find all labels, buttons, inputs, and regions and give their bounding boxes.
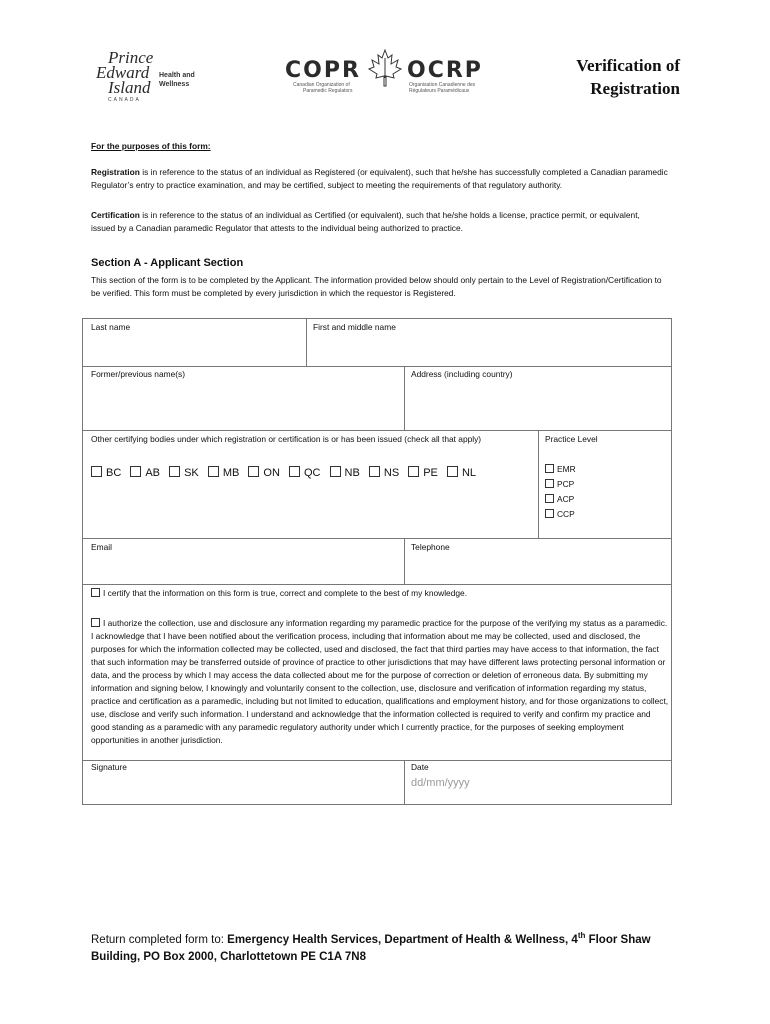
province-option[interactable]: MB [208,467,240,479]
other-bodies-label: Other certifying bodies under which registration or certification is or has been issued (check all that apply) [91,434,482,444]
return-line2: Building, PO Box 2000, Charlottetown PE C1A 7N8 [91,950,366,963]
copr-en: COPR [285,58,361,83]
checkbox[interactable] [169,466,180,477]
email-label: Email [91,542,112,552]
pei-logo-line: Edward [96,63,150,82]
province-option[interactable]: AB [130,467,160,479]
certification-term: Certification [91,210,140,220]
checkbox[interactable] [408,466,419,477]
title-line: Verification of [576,56,680,75]
province-option[interactable]: NL [447,467,476,479]
signature-label: Signature [91,762,127,772]
certify-text: I certify that the information on this form is true, correct and complete to the best of my knowledge. [103,588,468,598]
level-option[interactable]: PCP [545,477,576,492]
pei-department-line: Wellness [159,81,190,88]
copr-logo [285,58,483,94]
level-option[interactable]: ACP [545,492,576,507]
return-line1: Emergency Health Services, Department of Health & Wellness, 4 [227,933,578,946]
pei-department-line: Health and [159,72,195,79]
province-option[interactable]: PE [408,467,438,479]
authorize-statement [91,617,671,747]
authorize-text: I authorize the collection, use and disclosure any information regarding my paramedic practice for the purpose of the verifying my status as a paramedic. I acknowledge that I have been notified about the verification process, including that information about me may be collected, used and disclosed, the purposes for which the information collected may be collected, used and disclosed, the fact that third parties may have access to that information, the fact that such information may be transferred outside of province of practice to other jurisdictions that may have different laws protecting personal information or data, and the process by which I may access the data collected about me for the purpose of correction or deletion of erroneous data. By submitting my information and signing below, I knowingly and voluntarily consent to the collection, use, disclosure and verification of information regarding my status, practice and certification as a paramedic, including but not limited to education, qualifications and employment history, and for those organizations to collect, use, disclose and verify such information. I understand and acknowledge that the information collected is required to verify and confirm my practice and good standing as a paramedic with any paramedic regulatory authority under which I currently practice, for the purposes of seeking employment opportunities in another jurisdiction. [91,618,669,745]
last-name-field[interactable] [83,319,305,365]
pei-logo-line: Prince [108,48,154,67]
copr-fr: OCRP [407,58,483,83]
copr-en-sub-line: Canadian Organization of [293,82,350,88]
registration-definition [91,166,671,192]
copr-en-sub [293,82,352,94]
address-field[interactable] [404,366,671,429]
practice-level-checkboxes [545,462,576,522]
copr-en-sub-line: Paramedic Regulators [303,88,353,94]
return-line1-end: Floor Shaw [585,933,651,946]
first-middle-name-label: First and middle name [313,322,396,332]
authorize-checkbox[interactable] [91,618,100,627]
title-line: Registration [590,79,680,98]
registration-text: is in reference to the status of an individual as Registered (or equivalent), such that he/she has successfully completed a Canadian paramedic Regulator’s entry to practice examination, and may be certified, subject to meeting the requirements of that regulatory authority. [91,167,668,190]
date-label: Date [411,762,429,772]
purposes-heading: For the purposes of this form: [91,141,211,151]
section-a-description: This section of the form is to be completed by the Applicant. The information provided below should only pertain to the Level of Registration/Certification to be verified. This form must be completed by every jurisdiction in which the requestor is Registered. [91,275,662,298]
telephone-field[interactable] [404,538,671,583]
checkbox[interactable] [330,466,341,477]
pei-country: CANADA [108,97,141,103]
certification-text: is in reference to the status of an individual as Certified (or equivalent), such that he/she holds a license, practice permit, or equivalent, issued by a Canadian paramedic Regulator that attests to the individual being authorized to practice. [91,210,640,233]
email-field[interactable] [83,538,403,583]
checkbox[interactable] [545,479,554,488]
pei-department [159,71,195,89]
practice-level-label: Practice Level [545,434,598,444]
checkbox[interactable] [545,464,554,473]
checkbox[interactable] [208,466,219,477]
province-option[interactable]: QC [289,467,321,479]
return-prefix: Return completed form to: [91,933,228,946]
telephone-label: Telephone [411,542,450,552]
former-names-field[interactable] [83,366,403,429]
maple-leaf-icon [367,48,403,88]
province-checkboxes [91,466,482,479]
first-middle-name-field[interactable] [306,319,671,365]
copr-fr-sub-line: Régulateurs Paramédicaux [409,88,470,94]
certification-definition [91,209,661,235]
checkbox[interactable] [545,509,554,518]
copr-fr-sub [409,82,475,94]
signature-field[interactable] [83,760,403,804]
copr-fr-sub-line: Organisation Canadienne des [409,82,476,88]
return-address [91,927,691,966]
checkbox[interactable] [369,466,380,477]
level-option[interactable]: EMR [545,462,576,477]
date-field[interactable]: dd/mm/yyyy [411,777,470,789]
address-label: Address (including country) [411,369,513,379]
checkbox[interactable] [130,466,141,477]
level-option[interactable]: CCP [545,507,576,522]
province-option[interactable]: BC [91,467,121,479]
document-title [540,54,680,100]
registration-term: Registration [91,167,140,177]
checkbox[interactable] [289,466,300,477]
province-option[interactable]: ON [248,467,280,479]
pei-logo-line: Island [108,78,151,97]
certify-checkbox[interactable] [91,588,100,597]
section-a-heading: Section A - Applicant Section [91,257,244,269]
checkbox[interactable] [91,466,102,477]
province-option[interactable]: NS [369,467,399,479]
former-names-label: Former/previous name(s) [91,369,186,379]
checkbox[interactable] [248,466,259,477]
checkbox[interactable] [545,494,554,503]
province-option[interactable]: NB [330,467,360,479]
certify-statement [91,587,671,600]
return-sup: th [577,931,586,940]
province-option[interactable]: SK [169,467,199,479]
last-name-label: Last name [91,322,131,332]
checkbox[interactable] [447,466,458,477]
